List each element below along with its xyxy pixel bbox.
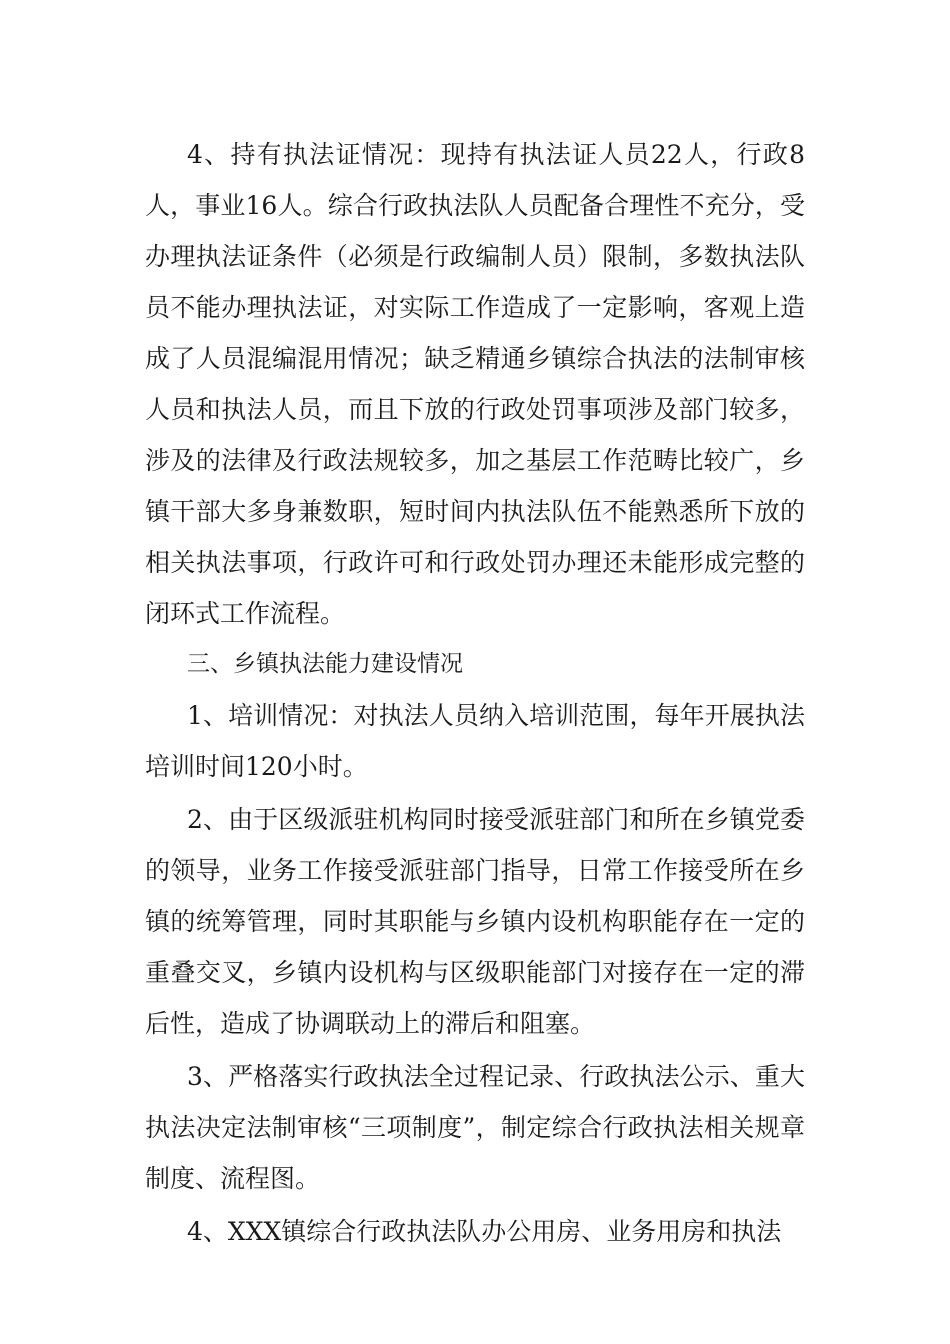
paragraph-certificate-status: 4、持有执法证情况：现持有执法证人员22人，行政8人，事业16人。综合行政执法队人员配备合理性不充分，受办理执法证条件（必须是行政编制人员）限制，多数执法队员不能办理执法证，对实际工作造成了一定影响，客观上造成了人员混编混用情况；缺乏精通乡镇综合执法的法制审核人员和执法人员，而且下放的行政处罚事项涉及部门较多，涉及的法律及行政法规较多，加之基层工作范畴比较广，乡镇干部大多身兼数职，短时间内执法队伍不能熟悉所下放的相关执法事项，行政许可和行政处罚办理还未能形成完整的闭环式工作流程。 [145,140,805,628]
document-body [145,129,805,1257]
paragraph-office-facilities: 4、XXX镇综合行政执法队办公用房、业务用房和执法 [187,1217,782,1246]
paragraph-three-systems: 3、严格落实行政执法全过程记录、行政执法公示、重大执法决定法制审核“三项制度”，制定综合行政执法相关规章制度、流程图。 [145,1062,805,1193]
section-heading-enforcement-capacity: 三、乡镇执法能力建设情况 [187,651,463,677]
paragraph-training: 1、培训情况：对执法人员纳入培训范围，每年开展执法培训时间120小时。 [145,701,805,781]
paragraph-dispatched-agencies: 2、由于区级派驻机构同时接受派驻部门和所在乡镇党委的领导，业务工作接受派驻部门指导，日常工作接受所在乡镇的统筹管理，同时其职能与乡镇内设机构职能存在一定的重叠交叉，乡镇内设机构与区级职能部门对接存在一定的滞后性，造成了协调联动上的滞后和阻塞。 [145,805,805,1038]
